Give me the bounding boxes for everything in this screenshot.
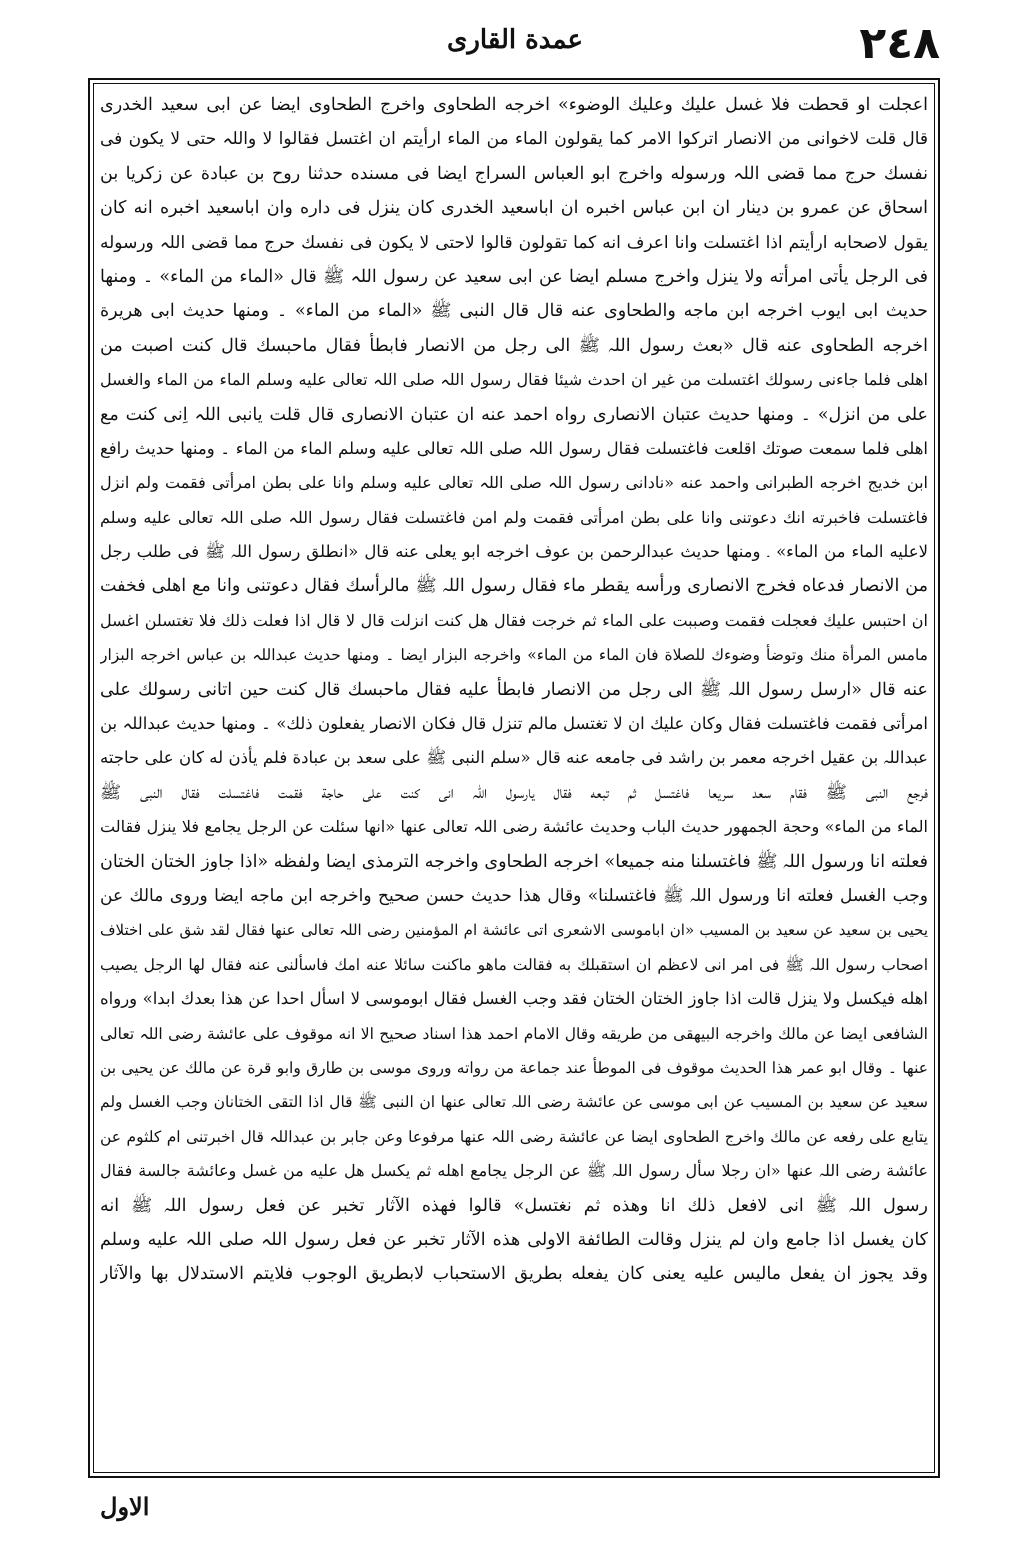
text-line: علی من انزل» ۔ ومنها حديث عتبان الانصاری رواه احمد عنه ان عتبان الانصاری قال قلت يانبی اللہ اِنی كنت مع [100, 404, 928, 425]
text-line: رسول اللہ ﷺ انی لافعل ذلك انا وهذه ثم نغتسل» قالوا فهذه الآثار تخبر عن فعل رسول اللہ ﷺ انه [100, 1195, 928, 1216]
page-header [90, 14, 940, 74]
running-title: عمدة القاری [447, 25, 583, 55]
text-line: عبداللہ بن عقيل اخرجه معمر بن راشد فی جامعه عنه قال «سلم النبی ﷺ علی سعد بن عبادة فلم يأذن له كان علی حاجته [100, 748, 928, 768]
text-line: وقد يجوز ان يفعل ماليس عليه يعنی كان يفعله بطريق الاستحباب لابطريق الوجوب فلايتم الاستدلال بها والآثار [100, 1264, 928, 1285]
text-line: عنه قال «ارسل رسول اللہ ﷺ الی رجل من الانصار فابطأ عليه فقال ماحبسك قال كنت حين اتانی رسولك علی [100, 679, 928, 700]
text-line: ابن خديج اخرجه الطبرانی واحمد عنه «نادانی رسول اللہ صلی اللہ تعالی عليه وسلم وانا علی بطن امرأتی فقمت ولم انزل [100, 473, 928, 493]
text-line: فعلته انا ورسول اللہ ﷺ فاغتسلنا منه جميعا» اخرجه الطحاوی واخرجه الترمذی ايضا ولفظه «اذا جاوز الختان الختان [100, 851, 928, 872]
text-line: حديث ابی ايوب اخرجه ابن ماجه والطحاوی عنه قال قال النبی ﷺ «الماء من الماء» ۔ ومنها حديث ابی هريرة [100, 301, 928, 322]
text-line: يتابع علی رفعه عن مالك واخرج الطحاوی ايضا عن عائشة رضی اللہ عنها مرفوعا وعن جابر بن عبداللہ قال اخبرتنی ام كلثوم عن [100, 1127, 928, 1146]
text-line: عنها ۔ وقال ابو عمر هذا الحديث موقوف فی الموطأ عند جماعة من رواته وروی موسی بن طارق وابو قرة عن مالك عن يحيی بن [100, 1058, 928, 1077]
text-line: اعجلت او قحطت فلا غسل عليك وعليك الوضوء» اخرجه الطحاوی واخرج الطحاوی ايضا عن ابی سعيد الخدری [100, 95, 928, 115]
text-line: امرأتی فقمت فاغتسلت فقال وكان عليك ان لا تغتسل مالم تنزل قال فكان الانصار يفعلون ذلك» ۔ ومنها حديث عبداللہ بن [100, 714, 928, 734]
text-line: لاعليه الماء من الماء» ۔ ومنها حديث عبدالرحمن بن عوف اخرجه ابو يعلی عنه قال «انطلق رسول اللہ ﷺ فی طلب رجل [100, 542, 928, 562]
text-line: الشافعی ايضا عن مالك واخرجه البيهقی من طريقه وقال الامام احمد هذا اسناد صحيح الا انه موقوف علی عائشة رضی اللہ تعالی [100, 1024, 928, 1043]
text-line: سعيد عن سعيد بن المسيب عن ابی موسی عن عائشة رضی اللہ تعالی عنها ان النبی ﷺ قال اذا التقی الختانان وجب الغسل ولم [100, 1093, 928, 1112]
text-line: عائشة رضی اللہ عنها «ان رجلا سأل رسول اللہ ﷺ عن الرجل يجامع اهله ثم يكسل هل عليه من غسل وعائشة جالسة فقال [100, 1161, 928, 1181]
text-line: فرجع النبی ﷺ فقام سعد سريعا فاغتسل ثم تبعه فقال يارسول اللہ انی كنت علی حاجة فقمت فاغتسلت فقال النبی ﷺ [100, 782, 928, 803]
text-line: مامس المرأة منك وتوضأ وضوءك للصلاة فان الماء من الماء» واخرجه البزار ايضا ۔ ومنها حديث عبداللہ بن عباس اخرجه البزار [100, 646, 928, 665]
text-line: الماء من الماء» وحجة الجمهور حديث الباب وحديث عائشة رضی اللہ تعالی عنها «انها سئلت عن الرجل يجامع فلا ينزل فقالت [100, 817, 928, 837]
text-line: اهلی فلما سمعت صوتك اقلعت فاغتسلت فقال رسول اللہ صلی اللہ تعالی عليه وسلم الماء من الماء ۔ ومنها حديث رافع [100, 438, 928, 458]
text-line: اسحاق عن عمرو بن دينار ان ابن عباس اخبره ان اباسعيد الخدری كان ينزل فی داره وان اباسعيد اخبره انه كان [100, 198, 928, 219]
text-line: اصحاب رسول اللہ ﷺ فی امر انی لاعظم ان استقبلك به فقالت ماهو ماكنت سائلا عنه امك فاسألنی عنه فقال لها الرجل يصيب [100, 955, 928, 974]
text-line: يحيی بن سعيد عن سعيد بن المسيب «ان اباموسی الاشعری اتی عائشة ام المؤمنين رضی اللہ تعالی عنها فقال لقد شق علی اختلاف [100, 921, 928, 940]
text-line: من الانصار فدعاه فخرج الانصاری ورأسه يقطر ماء فقال رسول اللہ ﷺ مالرأسك فقال دعوتنی وانا مع اهلی فخفت [100, 576, 928, 597]
text-line: ان احتبس عليك فعجلت فقمت وصببت علی الماء ثم خرجت فقال هل كنت انزلت قال لا قال اذا فعلت ذلك فلا تغتسلن اغسل [100, 610, 928, 630]
text-line: اهلی فلما جاءنی رسولك اغتسلت من غير ان احدث شيئا فقال رسول اللہ صلی اللہ تعالی عليه وسلم الماء من الماء والغسل [100, 370, 928, 390]
page-number: ٢٤٨ [859, 18, 940, 69]
body-text [100, 88, 928, 1473]
text-line: فاغتسلت فاخبرته انك دعوتنی وانا علی بطن امرأتی فقمت ولم امن فاغتسلت فقال رسول اللہ صلی اللہ تعالی عليه وسلم [100, 507, 928, 527]
text-line: قال قلت لاخوانی من الانصار اتركوا الامر كما يقولون الماء من الماء ارأيتم ان اغتسل فقالوا لا واللہ حتی لا يكون فی [100, 129, 928, 150]
text-line: فی الرجل يأتی امرأته ولا ينزل واخرج مسلم ايضا عن ابی سعيد عن رسول اللہ ﷺ قال «الماء من الماء» ۔ ومنها [100, 266, 928, 287]
text-line: نفسك حرج مما قضی اللہ ورسوله واخرج ابو العباس السراج ايضا فی مسنده حدثنا روح بن عبادة عن زكريا بن [100, 163, 928, 184]
text-line: كان يغسل اذا جامع وان لم ينزل وقالت الطائفة الاولی هذه الآثار تخبر عن فعل رسول اللہ صلی اللہ عليه وسلم [100, 1229, 928, 1250]
footer-catchword: الاول [100, 1492, 150, 1521]
text-line: اهله فيكسل ولا ينزل قالت اذا جاوز الختان الختان فقد وجب الغسل فقال ابوموسی لا اسأل احدا عن هذا بعدك ابدا» ورواه [100, 989, 928, 1009]
text-line: وجب الغسل فعلته انا ورسول اللہ ﷺ فاغتسلنا» وقال هذا حديث حسن صحيح واخرجه ابن ماجه ايضا وروی مالك عن [100, 885, 928, 906]
text-line: اخرجه الطحاوی عنه قال «بعث رسول اللہ ﷺ الی رجل من الانصار فابطأ فقال ماحبسك قال كنت اصبت من [100, 335, 928, 356]
text-line: يقول لاصحابه ارأيتم اذا اغتسلت وانا اعرف انه كما تقولون قالوا لاحتی لا يكون فی نفسك حرج مما قضی اللہ ورسوله [100, 232, 928, 253]
